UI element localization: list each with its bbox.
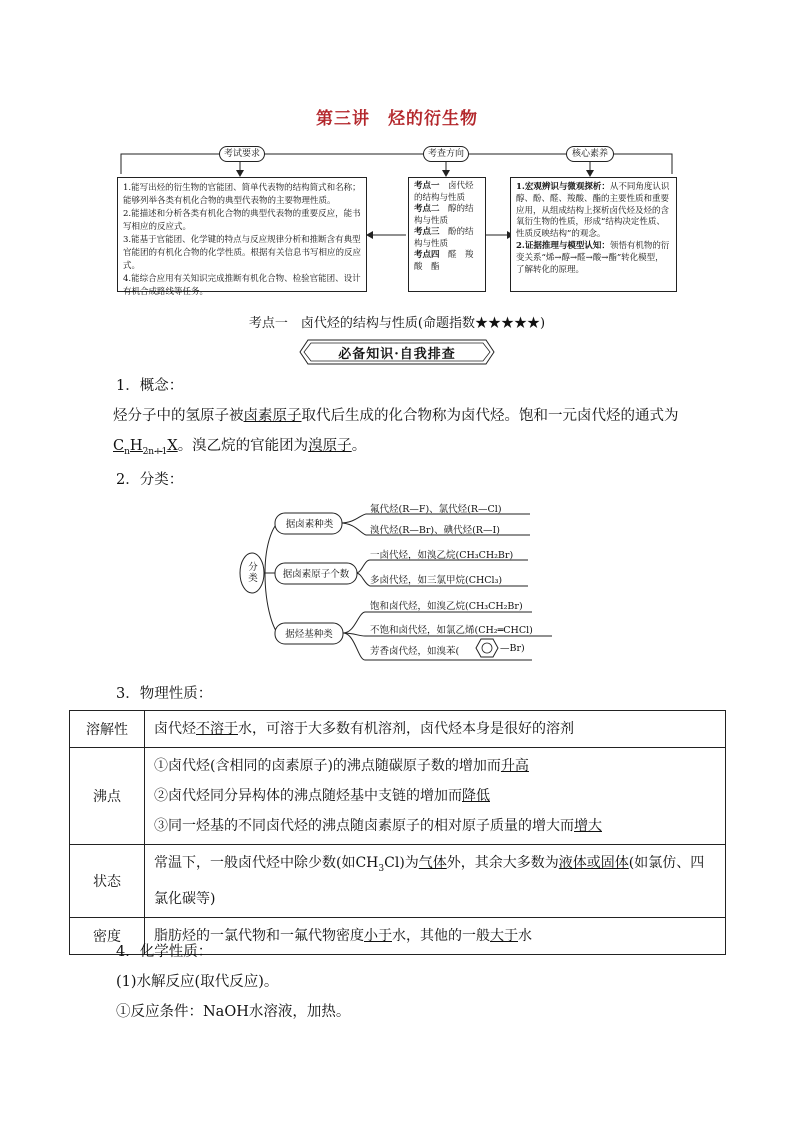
category-halogen: 据卤素种类 [285, 519, 334, 530]
literacy-item: 2.证据推理与模型认知：领悟有机物的衍变关系“烯→醇→醛→酸→酯”转化模型，了解转化的原理。 [516, 240, 670, 275]
requirements-box [117, 177, 367, 297]
leaf-hydro-4: —Br) [500, 643, 525, 654]
root-label: 分类 [248, 562, 258, 584]
banner-title: 必备知识·自我排查 [338, 347, 456, 362]
benzene-ring-icon [468, 635, 504, 661]
leaf-hydro-3: 芳香卤代烃，如溴苯( [370, 646, 460, 657]
requirement-item: 3.能基于官能团、化学键的特点与反应规律分析和推断含有典型官能团的有机化合物的化学性质。根据有关信息书写相应的反应式。 [123, 235, 362, 271]
heading-concept: 1．概念： [116, 378, 184, 394]
literacy-item: 1.宏观辨识与微观探析：从不同角度认识醇、酚、醛、羧酸、酯的主要性质和重要应用，从组成结构上探析卤代烃及烃的含氧衍生物的性质，形成“结构决定性质、性质反映结构”的观念。 [516, 182, 670, 240]
page-title: 第三讲 烃的衍生物 [316, 109, 478, 129]
row-label: 密度 [70, 917, 145, 954]
direction-item: 考点四 醛 羧酸 酯 [414, 250, 474, 272]
blank-answer: 溴原子 [308, 438, 352, 454]
row-label: 状态 [70, 845, 145, 918]
chemical-line-1: (1)水解反应(取代反应)。 [116, 974, 279, 990]
leaf-count-1: 一卤代烃，如溴乙烷(CH₃CH₂Br) [370, 550, 514, 561]
blank-answer: 卤素原子 [243, 408, 302, 424]
requirement-item: 2.能描述和分析各类有机化合物的典型代表物的重要反应，能书写相应的反应式。 [123, 209, 361, 232]
requirement-item: 1.能写出烃的衍生物的官能团、简单代表物的结构简式和名称；能够列举各类有机化合物的典型代表物的主要物理性质。 [123, 183, 361, 206]
direction-item: 考点二 醇的结构与性质 [414, 204, 474, 226]
label-exam-directions: 考查方向 [423, 146, 469, 162]
leaf-halogen-1: 氟代烃(R—F)、氯代烃(R—Cl) [370, 504, 502, 515]
direction-item: 考点三 酚的结构与性质 [414, 227, 474, 249]
table-row [70, 748, 726, 845]
requirement-item: 4.能综合应用有关知识完成推断有机化合物、检验官能团、设计有机合成路线等任务。 [123, 274, 361, 297]
concept-paragraph: 烃分子中的氢原子被卤素原子取代后生成的化合物称为卤代烃。饱和一元卤代烃的通式为 $C_nH_{2n+1}X$。溴乙烷的官能团为溴原子。 [113, 408, 679, 457]
leaf-count-2: 多卤代烃，如三氯甲烷(CHCl₃) [370, 575, 503, 586]
label-core-literacy: 核心素养 [566, 146, 614, 162]
row-content: ①卤代烃(含相同的卤素原子)的沸点随碳原子数的增加而升高 ②卤代烃同分异构体的沸点随烃基中支链的增加而降低 ③同一烃基的不同卤代烃的沸点随卤素原子的相对原子质量的增大而增大 [145, 748, 726, 845]
row-label: 沸点 [70, 748, 145, 845]
directions-box [408, 177, 486, 292]
physical-properties-table [69, 710, 726, 955]
heading-chemical: 4．化学性质： [116, 944, 213, 960]
section-title: 考点一 卤代烃的结构与性质(命题指数★★★★★) [248, 316, 546, 331]
row-content: 卤代烃不溶于水，可溶于大多数有机溶剂，卤代烃本身是很好的溶剂 [145, 711, 726, 748]
table-row [70, 711, 726, 748]
chemical-line-2: ①反应条件：NaOH水溶液，加热。 [116, 1004, 351, 1020]
general-formula: $C_nH_{2n+1}X$ [113, 438, 178, 457]
category-hydrocarbyl: 据烃基种类 [285, 629, 333, 640]
direction-item: 考点一 卤代烃的结构与性质 [414, 181, 474, 203]
category-count: 据卤素原子个数 [282, 569, 350, 580]
row-content: 脂肪烃的一氯代物和一氟代物密度小于水，其他的一般大于水 [145, 917, 726, 954]
leaf-hydro-2: 不饱和卤代烃，如氯乙烯(CH₂═CHCl) [370, 625, 533, 636]
literacy-box [510, 177, 677, 292]
table-row [70, 845, 726, 918]
label-exam-requirements: 考试要求 [219, 146, 265, 162]
leaf-hydro-1: 饱和卤代烃，如溴乙烷(CH₃CH₂Br) [370, 601, 523, 612]
row-label: 溶解性 [70, 711, 145, 748]
row-content: 常温下，一般卤代烃中除少数(如$CH_3Cl$)为气体外，其余大多数为液体或固体(如氯仿、四氯化碳等) [145, 845, 726, 918]
heading-classification: 2．分类： [116, 472, 184, 488]
leaf-halogen-2: 溴代烃(R—Br)、碘代烃(R—I) [370, 525, 500, 536]
heading-physical: 3．物理性质： [116, 686, 213, 702]
